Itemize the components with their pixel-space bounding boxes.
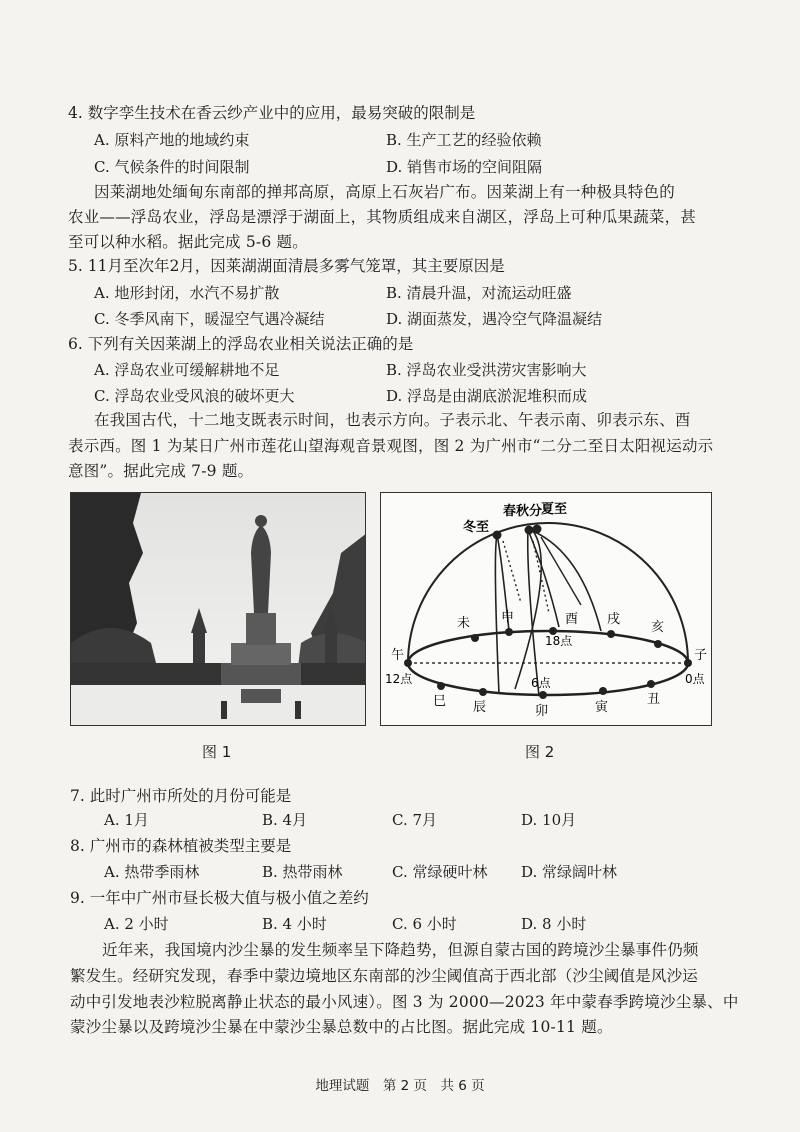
label-equinox: 春秋分 (503, 504, 543, 519)
point-si (437, 682, 445, 690)
point-chen (479, 688, 487, 696)
q9-option-d: D. 8 小时 (521, 915, 587, 933)
label-hai: 亥 (651, 620, 665, 635)
passage1-line2: 农业——浮岛农业，浮岛是漂浮于湖面上，其物质组成来自湖区，浮岛上可种瓜果蔬菜，甚 (68, 208, 697, 226)
label-chou: 丑 (647, 692, 661, 707)
passage3-line3: 动中引发地表沙粒脱离静止状态的最小风速）。图 3 为 2000—2023 年中蒙春季跨境沙尘暴、中 (70, 993, 739, 1011)
label-wu: 午 (391, 648, 405, 663)
q9-option-b: B. 4 小时 (262, 915, 327, 933)
q8-option-c: C. 常绿硬叶林 (392, 863, 488, 881)
label-xu: 戌 (607, 612, 621, 627)
q9-option-c: C. 6 小时 (392, 915, 457, 933)
passage1-line1: 因莱湖地处缅甸东南部的掸邦高原，高原上石灰岩广布。因莱湖上有一种极具特色的 (94, 183, 675, 201)
label-you: 酉 (565, 612, 579, 627)
equinox-path (528, 530, 559, 696)
q8-stem: 8. 广州市的森林植被类型主要是 (70, 837, 292, 855)
point-hai (654, 640, 662, 648)
label-mao: 卯 (535, 704, 549, 719)
summer-point (533, 525, 542, 534)
q5-option-d: D. 湖面蒸发，遇冷空气降温凝结 (386, 310, 603, 328)
point-chou (647, 680, 655, 688)
q8-option-b: B. 热带雨林 (262, 863, 343, 881)
point-zi (684, 659, 692, 667)
point-wei (471, 634, 479, 642)
label-si: 巳 (433, 694, 447, 709)
point-mao (539, 691, 547, 699)
figure1-caption: 图 1 (202, 743, 232, 761)
equinox-point (525, 526, 534, 535)
figure1-illustration (71, 493, 366, 726)
label-summer: 夏至 (541, 502, 568, 517)
q7-option-a: A. 1月 (104, 811, 149, 829)
q7-stem: 7. 此时广州市所处的月份可能是 (70, 787, 292, 805)
page-footer: 地理试题 第 2 页 共 6 页 (315, 1078, 485, 1094)
figure1-photo (70, 492, 366, 726)
q5-stem: 5. 11月至次年2月，因莱湖湖面清晨多雾气笼罩，其主要原因是 (68, 257, 505, 275)
q9-option-a: A. 2 小时 (104, 915, 169, 933)
passage3-line2: 繁发生。经研究发现，春季中蒙边境地区东南部的沙尘阈值高于西北部（沙尘阈值是风沙运 (70, 967, 699, 985)
label-zi: 子 (694, 648, 708, 663)
q6-option-a: A. 浮岛农业可缓解耕地不足 (94, 361, 280, 379)
label-wei: 未 (457, 616, 471, 631)
label-12h: 12点 (385, 672, 413, 686)
q5-option-b: B. 清晨升温，对流运动旺盛 (386, 284, 572, 302)
label-shen: 申 (501, 610, 515, 625)
q4-option-c: C. 气候条件的时间限制 (94, 158, 250, 176)
q7-option-d: D. 10月 (521, 811, 577, 829)
passage3-line1: 近年来，我国境内沙尘暴的发生频率呈下降趋势，但源自蒙古国的跨境沙尘暴事件仍频 (102, 941, 699, 959)
label-6h: 6点 (531, 676, 551, 690)
q7-option-b: B. 4月 (262, 811, 308, 829)
q5-option-c: C. 冬季风南下，暖湿空气遇冷凝结 (94, 310, 325, 328)
figure2-diagram (380, 492, 712, 726)
figure2-caption: 图 2 (525, 743, 555, 761)
q9-stem: 9. 一年中广州市昼长极大值与极小值之差约 (70, 889, 369, 907)
q6-stem: 6. 下列有关因莱湖上的浮岛农业相关说法正确的是 (68, 335, 414, 353)
q4-stem: 4. 数字孪生技术在香云纱产业中的应用，最易突破的限制是 (68, 104, 476, 122)
q7-option-c: C. 7月 (392, 811, 438, 829)
q6-option-d: D. 浮岛是由湖底淤泥堆积而成 (386, 387, 588, 405)
label-0h: 0点 (685, 672, 705, 686)
q8-option-a: A. 热带季雨林 (104, 863, 200, 881)
label-yin: 寅 (595, 700, 609, 715)
q4-option-d: D. 销售市场的空间阻隔 (386, 158, 543, 176)
passage1-line3: 至可以种水稻。据此完成 5-6 题。 (68, 233, 308, 251)
point-xu (607, 630, 615, 638)
q6-option-c: C. 浮岛农业受风浪的破坏更大 (94, 387, 295, 405)
passage2-line1: 在我国古代，十二地支既表示时间，也表示方向。子表示北、午表示南、卯表示东、酉 (94, 411, 691, 429)
point-shen (505, 628, 513, 636)
arrow-solid (541, 537, 581, 605)
q8-option-d: D. 常绿阔叶林 (521, 863, 618, 881)
point-wu (404, 659, 412, 667)
sun-path-svg (381, 493, 712, 726)
q5-option-a: A. 地形封闭，水汽不易扩散 (94, 284, 280, 302)
point-yin (599, 687, 607, 695)
q4-option-b: B. 生产工艺的经验依赖 (386, 131, 542, 149)
passage2-line2: 表示西。图 1 为某日广州市莲花山望海观音景观图，图 2 为广州市“二分二至日太阳视运动示 (68, 437, 714, 455)
passage2-line3: 意图”。据此完成 7-9 题。 (68, 462, 254, 480)
label-winter: 冬至 (463, 520, 490, 535)
q4-option-a: A. 原料产地的地域约束 (94, 131, 250, 149)
winter-point (493, 531, 502, 540)
label-18h: 18点 (545, 634, 573, 648)
label-chen: 辰 (473, 700, 487, 715)
q6-option-b: B. 浮岛农业受洪涝灾害影响大 (386, 361, 587, 379)
passage3-line4: 蒙沙尘暴以及跨境沙尘暴在中蒙沙尘暴总数中的占比图。据此完成 10-11 题。 (70, 1018, 613, 1036)
